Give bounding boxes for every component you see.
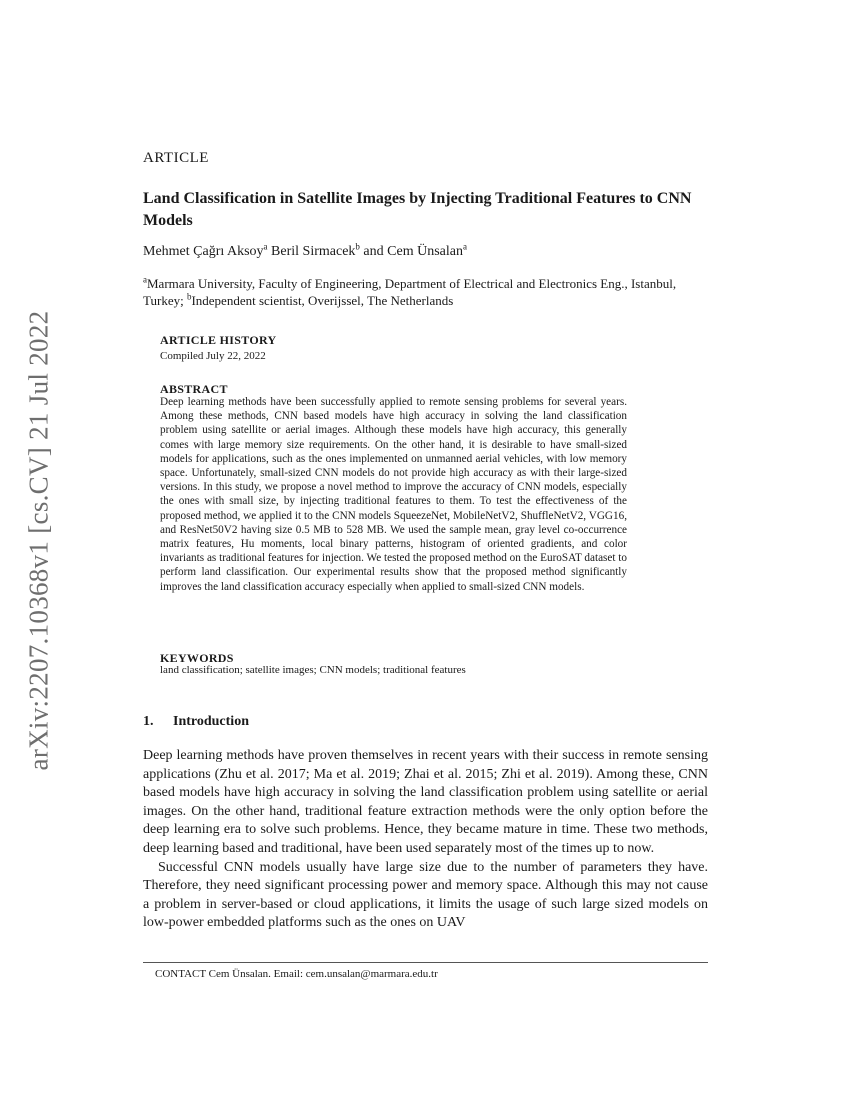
compiled-date: Compiled July 22, 2022 — [160, 350, 266, 362]
author-separator: and — [359, 244, 388, 259]
section-number: 1. — [143, 714, 154, 729]
author-name: Beril Sirmacek — [271, 244, 356, 259]
article-type-label: ARTICLE — [143, 150, 209, 166]
author-name: Mehmet Çağrı Aksoy — [143, 244, 264, 259]
affiliation-text: Marmara University, Faculty of Engineering, Department of Electrical and Electronics Eng., Istanbul, Turkey; — [143, 276, 677, 308]
affiliation-mark: a — [143, 274, 147, 285]
section-title: Introduction — [173, 714, 249, 729]
affiliation-mark: b — [186, 291, 192, 302]
author-affiliation-mark: b — [355, 241, 360, 252]
paper-title: Land Classification in Satellite Images by Injecting Traditional Features to CNN Models — [143, 190, 692, 229]
author-name: Cem Ünsalan — [387, 244, 463, 259]
body-paragraph: Successful CNN models usually have large size due to the number of parameters they have. Therefore, they need significant processing power and memory space. Although this may not cause a problem in server-based or cloud applications, it limits the usage of such large sized models on low-power embedded platforms such as the ones on UAV — [143, 859, 708, 931]
article-history-heading: ARTICLE HISTORY — [160, 333, 277, 347]
author-affiliation-mark: a — [263, 241, 268, 252]
author-list — [143, 241, 467, 260]
arxiv-identifier-text: arXiv:2207.10368v1 [cs.CV] 21 Jul 2022 — [23, 310, 54, 770]
keywords-heading: KEYWORDS — [160, 651, 234, 665]
introduction-body — [143, 747, 708, 933]
affiliation-text: Independent scientist, Overijssel, The Netherlands — [191, 293, 454, 308]
contact-footnote: CONTACT Cem Ünsalan. Email: cem.unsalan@marmara.edu.tr — [155, 968, 438, 980]
keywords-text: land classification; satellite images; CNN models; traditional features — [160, 664, 466, 676]
arxiv-identifier-stamp — [6, 290, 72, 790]
body-paragraph: Deep learning methods have proven themselves in recent years with their success in remote sensing applications (Zhu et al. 2017; Ma et al. 2019; Zhai et al. 2015; Zhi et al. 2019). Among these, CNN based models have high accuracy in solving the land classification problem using satellite or aerial images. On the other hand, traditional feature extraction methods were the only option before the deep learning era to solve such problems. Hence, they became mature in time. These two methods, deep learning based and traditional, have been used separately most of the times up to now. — [143, 748, 708, 856]
footnote-divider — [143, 962, 708, 963]
author-affiliation-mark: a — [462, 241, 467, 252]
abstract-heading: ABSTRACT — [160, 382, 228, 396]
section-heading — [143, 714, 249, 730]
abstract-text: Deep learning methods have been successfully applied to remote sensing problems for several years. Among these methods, CNN based models have high accuracy in solving the land classification problem using satellite or aerial images. Although these models have high accuracy, this generally comes with large memory size requirements. On the other hand, it is desirable to have small-sized models for applications, such as the ones implemented on unmanned aerial vehicles, with low memory space. Unfortunately, small-sized CNN models do not provide high accuracy as with their large-sized versions. In this study, we propose a novel method to improve the accuracy of CNN models, especially the ones with small size, by injecting traditional features to them. To test the effectiveness of the proposed method, we applied it to the CNN models SqueezeNet, MobileNetV2, ShuffleNetV2, VGG16, and ResNet50V2 having size 0.5 MB to 528 MB. We used the sample mean, gray level co-occurrence matrix features, Hu moments, local binary patterns, histogram of oriented gradients, and color invariants as traditional features for injection. We tested the proposed method on the EuroSAT dataset to perform land classification. Our experimental results show that the proposed method significantly improves the land classification accuracy especially when applied to small-sized CNN models. — [160, 396, 627, 593]
affiliations — [143, 275, 713, 309]
